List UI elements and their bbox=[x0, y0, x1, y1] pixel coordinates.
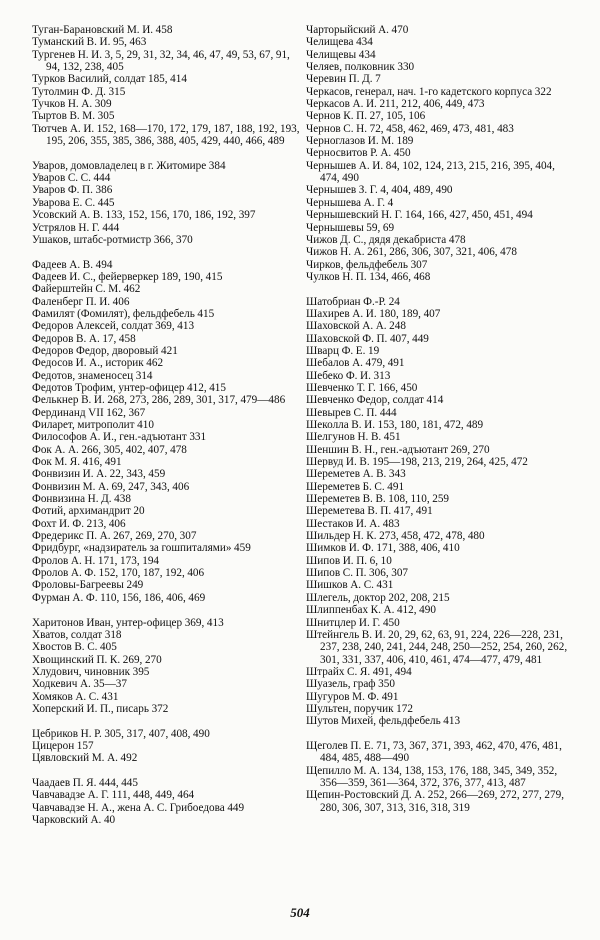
index-entry: Чернов С. Н. 72, 458, 462, 469, 473, 481, 483 bbox=[306, 122, 514, 135]
index-entry: Шильдер Н. К. 273, 458, 472, 478, 480 bbox=[306, 530, 485, 543]
index-entry: Шипов И. П. 6, 10 bbox=[306, 554, 392, 567]
index-entry: Шебалов А. 479, 491 bbox=[306, 357, 405, 370]
index-entry: Челяев, полковник 330 bbox=[306, 61, 415, 74]
letter-group-gap bbox=[32, 604, 300, 616]
index-entry: Шлиппенбах К. А. 412, 490 bbox=[306, 604, 436, 617]
index-entry: Тыртов В. М. 305 bbox=[32, 110, 115, 123]
index-entry: Хлудович, чиновник 395 bbox=[32, 665, 150, 678]
index-entry: Челищевы 434 bbox=[306, 48, 376, 61]
index-entry: Усовский А. В. 133, 152, 156, 170, 186, 192, 397 bbox=[32, 209, 256, 222]
index-entry: Шуазель, граф 350 bbox=[306, 678, 395, 691]
index-entry: Черкасов А. И. 211, 212, 406, 449, 473 bbox=[306, 98, 485, 111]
index-entry: Шишков А. С. 431 bbox=[306, 579, 394, 592]
index-entry: Шнитцлер И. Г. 450 bbox=[306, 616, 400, 629]
index-entry: Чирков, фельдфебель 307 bbox=[306, 258, 428, 271]
index-entry: Философов А. И., ген.-адъютант 331 bbox=[32, 431, 207, 444]
index-entry: Фонвизин И. А. 22, 343, 459 bbox=[32, 468, 166, 481]
index-entry: Фадеев А. В. 494 bbox=[32, 258, 113, 271]
index-entry: Шаховской Ф. П. 407, 449 bbox=[306, 332, 429, 345]
index-entry: Чарковский А. 40 bbox=[32, 814, 116, 826]
index-entry: Челищева 434 bbox=[306, 36, 373, 49]
index-entry: Черкасов, генерал, нач. 1-го кадетского корпуса 322 bbox=[306, 85, 552, 98]
index-entry: Шугуров М. Ф. 491 bbox=[306, 690, 399, 703]
index-entry: Шестаков И. А. 483 bbox=[306, 517, 400, 530]
index-entry: Хомяков А. С. 431 bbox=[32, 690, 119, 703]
index-entry: Шереметев В. В. 108, 110, 259 bbox=[306, 493, 450, 506]
index-entry: Чернышев З. Г. 4, 404, 489, 490 bbox=[306, 184, 453, 197]
index-entry: Хоперский И. П., писарь 372 bbox=[32, 702, 169, 715]
index-entry: Туманский В. И. 95, 463 bbox=[32, 36, 147, 49]
index-entry: Шимков И. Ф. 171, 388, 406, 410 bbox=[306, 542, 460, 555]
index-column-right bbox=[306, 24, 574, 814]
index-entry: Шварц Ф. Е. 19 bbox=[306, 344, 380, 357]
index-entry: Шутов Михей, фельдфебель 413 bbox=[306, 715, 461, 728]
index-entry: Чавчавадзе А. Г. 111, 448, 449, 464 bbox=[32, 789, 195, 802]
index-entry: Чернышевы 59, 69 bbox=[306, 221, 395, 234]
letter-group-gap bbox=[32, 147, 300, 159]
index-entry: Шереметев Б. С. 491 bbox=[306, 480, 405, 493]
index-entry: Хвостов В. С. 405 bbox=[32, 641, 117, 654]
index-entry: Шебеко Ф. И. 313 bbox=[306, 369, 391, 382]
index-entry: Цицерон 157 bbox=[32, 739, 94, 752]
index-entry: Федосов И. А., историк 462 bbox=[32, 357, 164, 370]
letter-group-gap bbox=[32, 246, 300, 258]
index-entry: Фролов А. Ф. 152, 170, 187, 192, 406 bbox=[32, 567, 205, 580]
index-entry: Федоров В. А. 17, 458 bbox=[32, 332, 136, 345]
index-entry: Тутолмин Ф. Д. 315 bbox=[32, 85, 126, 98]
index-entry: Шервуд И. В. 195—198, 213, 219, 264, 425, 472 bbox=[306, 456, 528, 469]
index-entry: Шеколла В. И. 153, 180, 181, 472, 489 bbox=[306, 419, 484, 431]
index-entry: Черевин П. Д. 7 bbox=[306, 73, 381, 86]
index-entry: Чавчавадзе Н. А., жена А. С. Грибоедова 449 bbox=[32, 801, 245, 814]
index-entry: Тучков Н. А. 309 bbox=[32, 98, 112, 111]
index-entry: Фок М. Я. 416, 491 bbox=[32, 456, 122, 469]
index-entry: Шипов С. П. 306, 307 bbox=[306, 567, 409, 580]
index-entry: Шевченко Т. Г. 166, 450 bbox=[306, 381, 418, 394]
index-entry: Турков Василий, солдат 185, 414 bbox=[32, 73, 187, 86]
index-entry: Шаховской А. А. 248 bbox=[306, 320, 406, 333]
index-entry: Фредерикс П. А. 267, 269, 270, 307 bbox=[32, 530, 197, 543]
index-entry: Федоров Алексей, солдат 369, 413 bbox=[32, 320, 195, 333]
index-entry: Фонвизина Н. Д. 438 bbox=[32, 493, 131, 506]
index-entry: Шереметев А. В. 343 bbox=[306, 468, 406, 481]
index-entry: Устрялов Н. Г. 444 bbox=[32, 221, 120, 234]
index-entry: Чернышева А. Г. 4 bbox=[306, 196, 394, 209]
index-entry: Хватов, солдат 318 bbox=[32, 628, 122, 641]
index-entry: Фридбург, «надзиратель за гошпиталями» 459 bbox=[32, 542, 251, 555]
letter-group-gap bbox=[32, 765, 300, 777]
index-entry: Черносвитов Р. А. 450 bbox=[306, 147, 411, 160]
index-entry: Тургенев Н. И. 3, 5, 29, 31, 32, 34, 46, 47, 49, 53, 67, 91, 94, 132, 238, 405 bbox=[32, 48, 290, 74]
index-entry: Чижов Н. А. 261, 286, 306, 307, 321, 406, 478 bbox=[306, 246, 517, 259]
index-entry: Фадеев И. С., фейерверкер 189, 190, 415 bbox=[32, 270, 223, 283]
index-entry: Уваров Ф. П. 386 bbox=[32, 184, 113, 197]
index-entry: Шатобриан Ф.-Р. 24 bbox=[306, 295, 400, 308]
index-entry: Чаадаев П. Я. 444, 445 bbox=[32, 776, 138, 789]
index-entry: Тютчев А. И. 152, 168—170, 172, 179, 187, 188, 192, 193, 195, 206, 355, 385, 386, 388, 405, 429, 440, 466, 489 bbox=[32, 122, 300, 148]
index-entry: Шахирев А. И. 180, 189, 407 bbox=[306, 307, 441, 320]
index-entry: Уваров, домовладелец в г. Житомире 384 bbox=[32, 159, 226, 172]
index-entry: Туган-Барановский М. И. 458 bbox=[32, 24, 173, 36]
index-entry: Шелгунов Н. В. 451 bbox=[306, 431, 401, 444]
index-entry: Щеголев П. Е. 71, 73, 367, 371, 393, 462, 470, 476, 481, 484, 485, 488—490 bbox=[306, 739, 562, 765]
index-entry: Филарет, митрополит 410 bbox=[32, 419, 154, 431]
index-entry: Чернышевский Н. Г. 164, 166, 427, 450, 451, 494 bbox=[306, 209, 533, 222]
index-entry: Щепилло М. А. 134, 138, 153, 176, 188, 345, 349, 352, 356—359, 361—364, 372, 376, 377, 413, 487 bbox=[306, 764, 558, 789]
index-entry: Фок А. А. 266, 305, 402, 407, 478 bbox=[32, 443, 187, 456]
index-entry: Федоров Федор, дворовый 421 bbox=[32, 344, 178, 357]
index-entry: Ходкевич А. 35—37 bbox=[32, 678, 127, 691]
index-entry: Хвощинский П. К. 269, 270 bbox=[32, 653, 162, 666]
page-number: 504 bbox=[290, 905, 310, 920]
letter-group-gap bbox=[306, 283, 574, 295]
index-entry: Шультен, поручик 172 bbox=[306, 702, 413, 715]
index-entry: Федотов, знаменосец 314 bbox=[32, 369, 153, 382]
index-entry: Файерштейн С. М. 462 bbox=[32, 283, 141, 296]
index-entry: Чижов Д. С., дядя декабриста 478 bbox=[306, 233, 466, 246]
index-entry: Фурман А. Ф. 110, 156, 186, 406, 469 bbox=[32, 591, 206, 604]
index-entry: Фролов А. Н. 171, 173, 194 bbox=[32, 554, 160, 567]
index-entry: Фонвизин М. А. 69, 247, 343, 406 bbox=[32, 480, 190, 493]
index-entry: Цебриков Н. Р. 305, 317, 407, 408, 490 bbox=[32, 727, 210, 740]
index-entry: Шлегель, доктор 202, 208, 215 bbox=[306, 591, 450, 604]
index-entry: Ушаков, штабс-ротмистр 366, 370 bbox=[32, 233, 193, 246]
index-entry: Фаленберг П. И. 406 bbox=[32, 295, 130, 308]
index-entry: Цявловский М. А. 492 bbox=[32, 752, 138, 765]
index-entry: Шевырев С. П. 444 bbox=[306, 406, 397, 419]
index-entry: Черноглазов И. М. 189 bbox=[306, 135, 414, 148]
index-entry: Уварова Е. С. 445 bbox=[32, 196, 115, 209]
index-entry: Чернов К. П. 27, 105, 106 bbox=[306, 110, 426, 123]
index-entry: Штейнгель В. И. 20, 29, 62, 63, 91, 224, 226—228, 231, 237, 238, 240, 241, 244, 248, 250—252, 254, 260, 262, 301, 331, 337, 406, 410, 461, 474—477, 479, 481 bbox=[306, 628, 568, 666]
index-entry: Фроловы-Багреевы 249 bbox=[32, 579, 144, 592]
index-entry: Федотов Трофим, унтер-офицер 412, 415 bbox=[32, 381, 226, 394]
letter-group-gap bbox=[306, 728, 574, 740]
index-entry: Фамилят (Фомилят), фельдфебель 415 bbox=[32, 307, 215, 320]
index-entry: Шереметева В. П. 417, 491 bbox=[306, 505, 433, 518]
index-entry: Щепин-Ростовский Д. А. 252, 266—269, 272, 277, 279, 280, 306, 307, 313, 316, 318, 319 bbox=[306, 789, 564, 814]
index-entry: Харитонов Иван, унтер-офицер 369, 413 bbox=[32, 616, 224, 629]
index-entry: Штрайх С. Я. 491, 494 bbox=[306, 665, 412, 678]
index-entry: Фохт И. Ф. 213, 406 bbox=[32, 517, 126, 530]
letter-group-gap bbox=[32, 715, 300, 727]
index-entry: Чулков Н. П. 134, 466, 468 bbox=[306, 270, 431, 283]
index-entry: Фердинанд VII 162, 367 bbox=[32, 406, 146, 419]
index-entry: Шевченко Федор, солдат 414 bbox=[306, 394, 444, 407]
index-entry: Чарторыйский А. 470 bbox=[306, 24, 409, 36]
index-column-left bbox=[32, 24, 300, 826]
index-entry: Фотий, архимандрит 20 bbox=[32, 505, 145, 518]
index-entry: Чернышев А. И. 84, 102, 124, 213, 215, 216, 395, 404, 474, 490 bbox=[306, 159, 555, 185]
index-entry: Уваров С. С. 444 bbox=[32, 172, 111, 185]
index-entry: Шеншин В. Н., ген.-адъютант 269, 270 bbox=[306, 443, 490, 456]
index-entry: Фелькнер В. И. 268, 273, 286, 289, 301, 317, 479—486 bbox=[32, 394, 286, 407]
